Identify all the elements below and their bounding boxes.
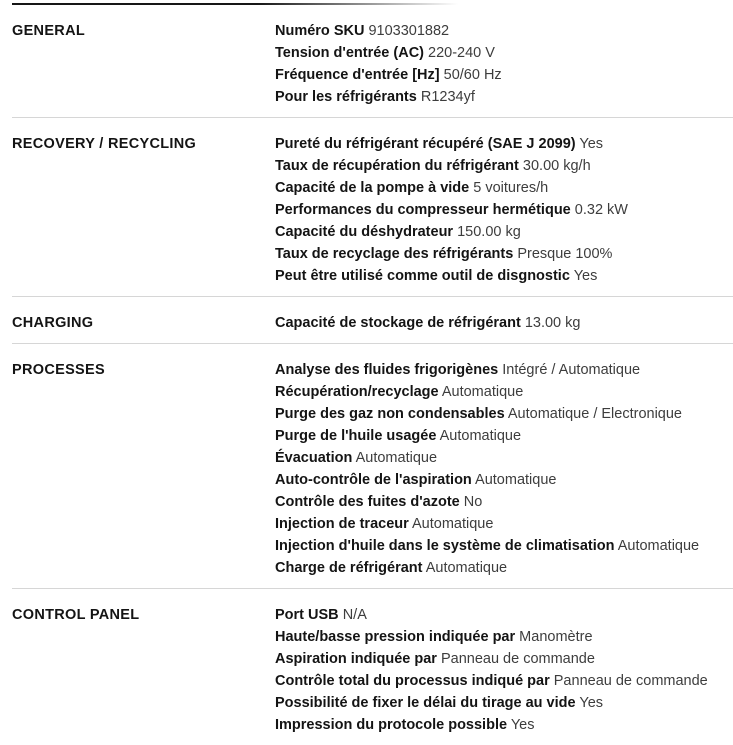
spec-value: Automatique (412, 516, 494, 532)
spec-section (0, 5, 733, 117)
spec-value: Manomètre (519, 629, 593, 645)
spec-row (275, 221, 723, 243)
spec-value: Yes (510, 717, 535, 733)
spec-label: Contrôle total du processus indiqué par (275, 673, 550, 689)
spec-value: R1234yf (420, 89, 475, 105)
spec-row (275, 359, 723, 381)
spec-row (275, 425, 723, 447)
spec-rows (275, 133, 723, 287)
spec-label: Possibilité de fixer le délai du tirage au vide (275, 695, 576, 711)
spec-section (0, 118, 733, 296)
spec-row (275, 64, 723, 86)
spec-value: Automatique (355, 450, 438, 466)
spec-value: Automatique (425, 560, 508, 576)
spec-row (275, 447, 723, 469)
spec-value: 150.00 kg (457, 224, 521, 240)
spec-rows (275, 604, 723, 736)
spec-label: Aspiration indiquée par (275, 651, 437, 667)
spec-value: 0.32 kW (574, 202, 628, 218)
spec-row (275, 491, 723, 513)
spec-rows (275, 359, 723, 579)
spec-label: Taux de récupération du réfrigérant (275, 158, 519, 174)
spec-row (275, 381, 723, 403)
spec-value: Automatique / Electronique (507, 406, 682, 422)
spec-section (0, 297, 733, 343)
spec-value: 13.00 kg (524, 315, 581, 331)
spec-label: Purge des gaz non condensables (275, 406, 505, 422)
spec-row (275, 535, 723, 557)
spec-value: N/A (342, 607, 367, 623)
spec-value: Intégré / Automatique (502, 362, 641, 378)
spec-label: Injection d'huile dans le système de climatisation (275, 538, 615, 554)
spec-value: Yes (573, 268, 598, 284)
spec-row (275, 86, 723, 108)
section-title: RECOVERY / RECYCLING (12, 136, 197, 152)
spec-label: Analyse des fluides frigorigènes (275, 362, 499, 378)
spec-row (275, 312, 723, 334)
spec-label: Récupération/recyclage (275, 384, 439, 400)
spec-label: Capacité du déshydrateur (275, 224, 454, 240)
section-title: CHARGING (12, 315, 94, 331)
spec-value: 220-240 V (428, 45, 495, 61)
spec-label: Haute/basse pression indiquée par (275, 629, 516, 645)
spec-label: Contrôle des fuites d'azote (275, 494, 460, 510)
spec-row (275, 199, 723, 221)
spec-row (275, 155, 723, 177)
spec-value: 50/60 Hz (443, 67, 502, 83)
spec-value: Automatique (617, 538, 700, 554)
spec-label: Pureté du réfrigérant récupéré (SAE J 2099) (275, 136, 576, 152)
spec-row (275, 648, 723, 670)
spec-value: 9103301882 (368, 23, 450, 39)
spec-value: Panneau de commande (553, 673, 708, 689)
spec-value: Panneau de commande (440, 651, 595, 667)
spec-label: Capacité de la pompe à vide (275, 180, 470, 196)
spec-row (275, 403, 723, 425)
spec-label: Pour les réfrigérants (275, 89, 417, 105)
spec-row (275, 626, 723, 648)
spec-value: Automatique (441, 384, 524, 400)
spec-label: Tension d'entrée (AC) (275, 45, 424, 61)
spec-row (275, 513, 723, 535)
spec-row (275, 42, 723, 64)
spec-section (0, 344, 733, 588)
spec-label: Numéro SKU (275, 23, 365, 39)
spec-section (0, 589, 733, 745)
section-title: PROCESSES (12, 362, 105, 378)
spec-label: Évacuation (275, 450, 353, 466)
spec-label: Peut être utilisé comme outil de disgnostic (275, 268, 570, 284)
spec-label: Performances du compresseur hermétique (275, 202, 571, 218)
spec-value: Yes (579, 136, 604, 152)
section-title: CONTROL PANEL (12, 607, 140, 623)
spec-rows (275, 20, 723, 108)
spec-label: Auto-contrôle de l'aspiration (275, 472, 472, 488)
spec-row (275, 177, 723, 199)
spec-row (275, 20, 723, 42)
spec-row (275, 557, 723, 579)
spec-rows (275, 312, 723, 334)
spec-row (275, 604, 723, 626)
section-title: GENERAL (12, 23, 85, 39)
spec-row (275, 243, 723, 265)
spec-label: Charge de réfrigérant (275, 560, 423, 576)
spec-label: Purge de l'huile usagée (275, 428, 437, 444)
spec-label: Port USB (275, 607, 339, 623)
spec-value: Yes (579, 695, 604, 711)
spec-row (275, 469, 723, 491)
spec-table (0, 3, 733, 745)
spec-value: 5 voitures/h (473, 180, 549, 196)
spec-label: Capacité de stockage de réfrigérant (275, 315, 521, 331)
spec-row (275, 670, 723, 692)
spec-value: Presque 100% (517, 246, 613, 262)
spec-row (275, 265, 723, 287)
spec-label: Fréquence d'entrée [Hz] (275, 67, 440, 83)
spec-label: Taux de recyclage des réfrigérants (275, 246, 514, 262)
spec-row (275, 133, 723, 155)
spec-label: Impression du protocole possible (275, 717, 508, 733)
spec-value: No (463, 494, 483, 510)
spec-value: Automatique (475, 472, 557, 488)
spec-value: 30.00 kg/h (522, 158, 591, 174)
spec-label: Injection de traceur (275, 516, 409, 532)
spec-row (275, 692, 723, 714)
spec-value: Automatique (439, 428, 522, 444)
